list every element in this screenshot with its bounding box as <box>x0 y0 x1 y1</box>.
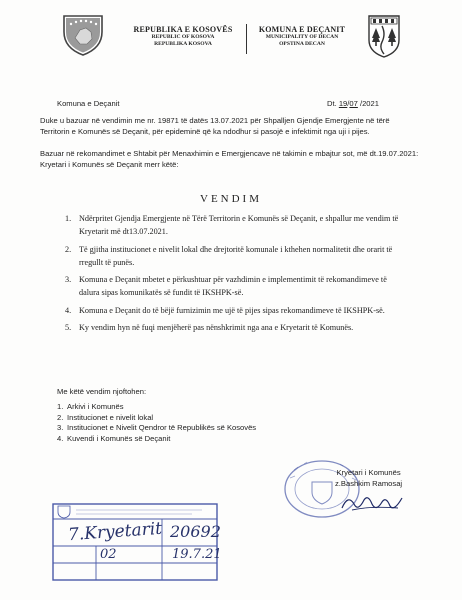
notified-item <box>57 413 256 424</box>
decision-item-text: Ky vendim hyn në fuqi menjëherë pas nënshkrimit nga ana e Kryetarit të Komunës. <box>79 323 354 333</box>
header-municipality-albanian: KOMUNA E DEÇANIT <box>258 25 346 34</box>
registry-handwritten-number: 20692 <box>170 522 221 541</box>
registry-handwritten-recipient: 7.Kryetarit <box>67 518 163 546</box>
decision-item <box>65 212 400 238</box>
header-republic-serbian: REPUBLIKA KOSOVA <box>154 40 212 47</box>
decision-item <box>65 304 400 317</box>
signatory-name: z.Bashkim Ramosaj <box>335 478 403 488</box>
date-separator-1: / <box>347 99 350 108</box>
preamble-paragraph-1: Duke u bazuar në vendimin me nr. 19871 të datës 13.07.2021 për Shpalljen Gjendje Emergjente në tërë Territorin e Komunës së Deçanit, për epideminë që ka ndodhur si pasojë e infektimit nga uji i pijes. <box>40 116 390 136</box>
decision-item-number: 2. <box>65 244 72 254</box>
decision-item-text: Ndërpritet Gjendja Emergjente në Tërë Territorin e Komunës së Deçanit, e shpallur me vendim të Kryetarit më dt13.07.2021. <box>79 214 399 236</box>
date-month: 07 <box>349 99 358 108</box>
issuer-name: Komuna e Deçanit <box>57 99 120 108</box>
date-year: /2021 <box>357 99 379 108</box>
registry-handwritten-date: 19.7.21 <box>172 547 222 562</box>
header-republic <box>120 25 246 47</box>
preamble-paragraph-2: Bazuar në rekomandimet e Shtabit për Menaxhimin e Emergjencave në takimin e mbajtur sot, më dt.19.07.2021: Kryetari i Komunës së Deçanit merr këtë: <box>40 149 419 169</box>
notified-item-number: 2. <box>57 412 64 422</box>
decision-item <box>65 273 400 299</box>
date-prefix: Dt. <box>327 99 339 108</box>
header-municipality-english: MUNICIPALITY OF DECAN <box>265 34 339 41</box>
signature-block <box>335 468 402 489</box>
notified-item-text: Arkivi i Komunës <box>67 402 124 411</box>
decision-item-text: Komuna e Deçanit mbetet e përkushtuar për vazhdimin e implementimit të rekomandimeve të dalura sipas komunikatës së fundit të IKSHPK-së. <box>79 275 387 298</box>
header-divider <box>246 24 247 54</box>
registry-handwritten-code: 02 <box>100 547 117 562</box>
decision-item-number: 3. <box>65 275 72 285</box>
header-republic-albanian: REPUBLIKA E KOSOVËS <box>133 25 233 34</box>
header-republic-english: REPUBLIC OF KOSOVA <box>151 34 215 41</box>
notified-item-text: Institucionet e Nivelit Qendror të Republikës së Kosovës <box>67 423 257 433</box>
date-day: 19 <box>338 99 348 108</box>
header-municipality <box>248 25 356 47</box>
notified-item-number: 1. <box>57 402 64 411</box>
decision-items <box>65 212 400 339</box>
header-municipality-serbian: OPSTINA DECAN <box>279 40 325 47</box>
notified-list <box>57 402 256 444</box>
notified-heading: Me këtë vendim njoftohen: <box>57 387 147 396</box>
handwritten-signature <box>338 490 408 516</box>
notified-item-number: 3. <box>57 423 64 433</box>
notified-item <box>57 423 256 434</box>
notified-item <box>57 402 256 413</box>
decision-item-number: 4. <box>65 305 72 315</box>
notified-item <box>57 434 256 445</box>
notified-item-text: Institucionet e nivelit lokal <box>67 412 154 422</box>
decision-item-text: Të gjitha institucionet e nivelit lokal dhe drejtoritë komunale i kthehen normalitetit dhe orarit të rregullt të punës. <box>79 244 393 267</box>
notified-item-text: Kuvendi i Komunës së Deçanit <box>67 433 171 443</box>
notified-item-number: 4. <box>57 433 64 443</box>
kosovo-coat-of-arms-icon <box>60 14 106 56</box>
decision-item <box>65 243 400 269</box>
decan-coat-of-arms-icon <box>367 14 401 58</box>
decision-item-number: 5. <box>65 323 72 333</box>
signatory-role: Kryetari i Komunës <box>336 468 401 477</box>
decision-item <box>65 321 400 334</box>
document-date <box>327 99 379 110</box>
decision-item-number: 1. <box>65 214 72 223</box>
decision-title: VENDIM <box>200 193 262 205</box>
decision-item-text: Komuna e Deçanit do të bëjë furnizimin me ujë të pijes sipas rekomandimeve të IKSHPK-së. <box>79 305 385 315</box>
